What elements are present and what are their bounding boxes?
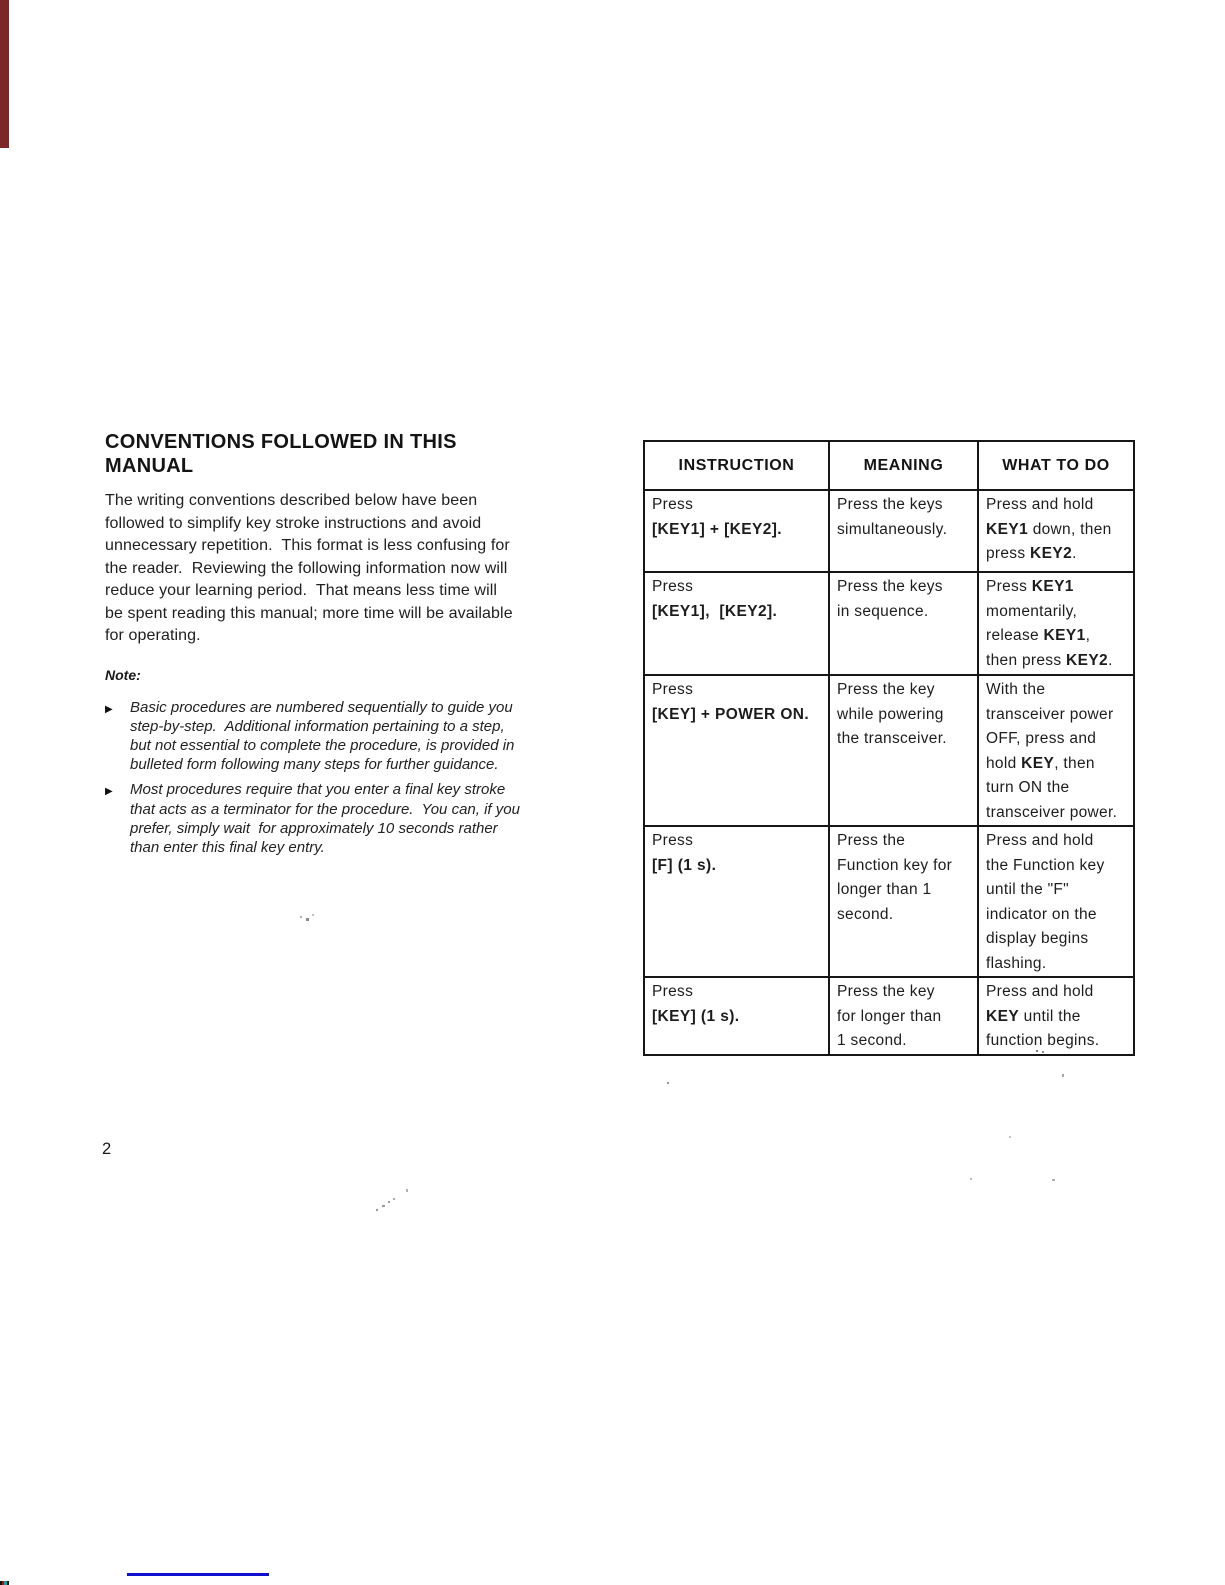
text-line: that acts as a terminator for the procedure. You can, if you [130, 800, 520, 818]
note-bullet-2 [105, 780, 627, 857]
scan-artifact-blue-line [127, 1573, 269, 1576]
table-row [644, 675, 1134, 826]
scan-speck [376, 1209, 378, 1211]
scan-artifact-corner-mark [0, 1581, 12, 1585]
table-cell: Press KEY1 momentarily, release KEY1, then press KEY2. [978, 572, 1134, 675]
scan-artifact-red-bar [0, 0, 9, 148]
scan-speck [406, 1189, 408, 1192]
text-line: be spent reading this manual; more time will be available [105, 604, 513, 622]
intro-paragraph [105, 490, 627, 648]
text-line: Most procedures require that you enter a final key stroke [130, 781, 506, 799]
table-row [644, 826, 1134, 977]
text-line: than enter this final key entry. [130, 838, 325, 856]
triangle-bullet-icon: ▶ [105, 786, 113, 798]
section-heading [105, 431, 627, 478]
table-row [644, 977, 1134, 1055]
text-line: prefer, simply wait for approximately 10 seconds rather [130, 819, 498, 837]
table-row [644, 490, 1134, 572]
text-line: the reader. Reviewing the following information now will [105, 559, 508, 577]
scan-speck [1062, 1074, 1064, 1077]
left-column [105, 431, 627, 857]
scan-speck [388, 1201, 390, 1203]
table-cell: Press the keys simultaneously. [829, 490, 978, 572]
text-line: The writing conventions described below have been [105, 492, 478, 509]
bullet-text-1 [130, 698, 514, 775]
table-cell: Press [KEY] + POWER ON. [644, 675, 829, 826]
table-cell: Press [KEY1], [KEY2]. [644, 572, 829, 675]
table-cell: Press and hold the Function key until the "F" indicator on the display begins flashing. [978, 826, 1134, 977]
column-header-instruction: INSTRUCTION [644, 441, 829, 490]
text-line: MANUAL [105, 454, 194, 477]
scan-speck [1009, 1136, 1011, 1138]
scan-speck [1036, 1050, 1038, 1052]
text-line: CONVENTIONS FOLLOWED IN THIS [105, 431, 457, 453]
triangle-bullet-icon: ▶ [105, 703, 113, 715]
text-line: Basic procedures are numbered sequentially to guide you [130, 698, 513, 716]
conventions-table [643, 440, 1135, 1056]
text-line: unnecessary repetition. This format is less confusing for [105, 537, 510, 554]
table-cell: Press the key while powering the transceiver. [829, 675, 978, 826]
table-row [644, 572, 1134, 675]
column-header-what-to-do: WHAT TO DO [978, 441, 1134, 490]
scan-speck [1052, 1179, 1055, 1181]
scan-speck [970, 1178, 972, 1180]
table-cell: Press [KEY] (1 s). [644, 977, 829, 1055]
table-cell: Press [KEY1] + [KEY2]. [644, 490, 829, 572]
table-header-row [644, 441, 1134, 490]
text-line: step-by-step. Additional information pertaining to a step, [130, 717, 505, 735]
text-line: but not essential to complete the procedure, is provided in [130, 736, 515, 754]
table-cell: Press the key for longer than 1 second. [829, 977, 978, 1055]
column-header-meaning: MEANING [829, 441, 978, 490]
note-label: Note: [105, 666, 141, 683]
bullet-text-2 [130, 780, 520, 857]
text-line: reduce your learning period. That means less time will [105, 582, 498, 599]
scan-speck [393, 1198, 395, 1200]
scan-speck [300, 916, 302, 918]
text-line: followed to simplify key stroke instructions and avoid [105, 514, 482, 532]
table-cell: Press [F] (1 s). [644, 826, 829, 977]
scan-speck [306, 918, 309, 921]
scan-speck [667, 1082, 669, 1084]
scan-speck [382, 1205, 385, 1207]
scan-speck [1042, 1051, 1044, 1053]
text-line: bulleted form following many steps for further guidance. [130, 756, 499, 774]
table-cell: Press the keys in sequence. [829, 572, 978, 675]
conventions-table-body [644, 490, 1134, 1055]
page-number: 2 [102, 1140, 112, 1158]
table-cell: Press the Function key for longer than 1 second. [829, 826, 978, 977]
text-line: for operating. [105, 627, 201, 644]
table-cell: Press and hold KEY1 down, then press KEY2. [978, 490, 1134, 572]
scan-speck [312, 914, 314, 916]
note-bullet-1 [105, 698, 627, 775]
table-cell: With the transceiver power OFF, press and hold KEY, then turn ON the transceiver power. [978, 675, 1134, 826]
table-cell: Press and hold KEY until the function begins. [978, 977, 1134, 1055]
